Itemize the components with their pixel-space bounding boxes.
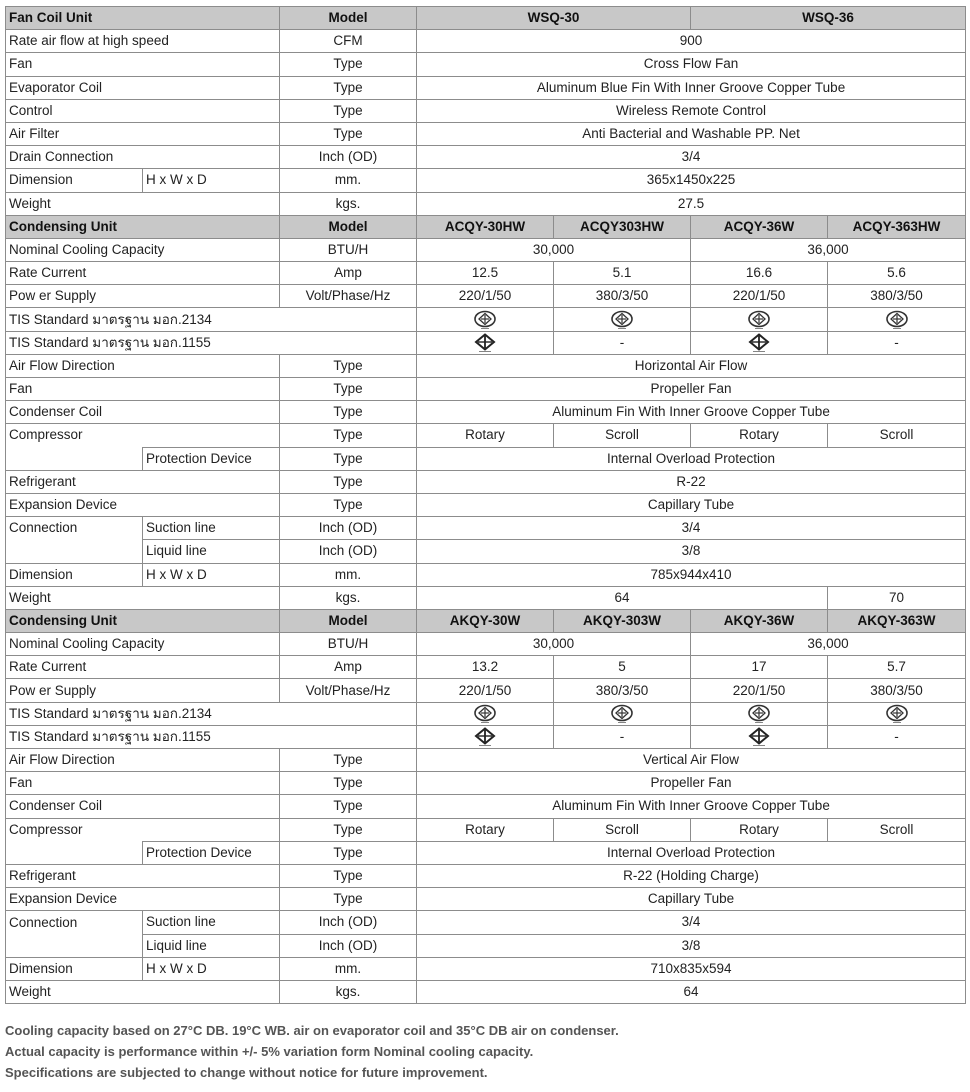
row-value: 3/4 [417,911,966,934]
tis-cell [691,725,828,748]
row-sublabel: H x W x D [143,957,280,980]
row-unit: Inch (OD) [280,517,417,540]
row-label: Weight [6,192,280,215]
tis-cell [828,308,966,331]
row-value: 365x1450x225 [417,169,966,192]
row-unit: Type [280,795,417,818]
row-label: Condenser Coil [6,401,280,424]
row-value: 12.5 [417,262,554,285]
row-label: Expansion Device [6,888,280,911]
row-value: Vertical Air Flow [417,749,966,772]
row-value: 3/4 [417,146,966,169]
table-row [6,493,966,516]
row-value: 220/1/50 [417,679,554,702]
row-label: Rate Current [6,262,280,285]
model-name: ACQY303HW [554,215,691,238]
row-unit: mm. [280,169,417,192]
section-title: Condensing Unit [6,609,280,632]
row-label-empty [6,934,143,957]
row-label: Pow er Supply [6,679,280,702]
row-label: Pow er Supply [6,285,280,308]
table-row [6,749,966,772]
table-row [6,169,966,192]
row-label: Weight [6,586,280,609]
spec-table [5,6,966,1004]
table-row [6,725,966,748]
tis-1155-mark-icon [473,333,497,353]
row-value: R-22 [417,470,966,493]
tis-cell [554,308,691,331]
row-label: Evaporator Coil [6,76,280,99]
table-row [6,76,966,99]
row-value: 30,000 [417,238,691,261]
row-label: TIS Standard มาตรฐาน มอก.1155 [6,331,417,354]
row-label: Air Flow Direction [6,749,280,772]
model-name: ACQY-363HW [828,215,966,238]
row-label: Connection [6,517,143,540]
table-row [6,841,966,864]
condensing-unit-header-row [6,215,966,238]
row-unit: Amp [280,656,417,679]
table-row [6,656,966,679]
tis-2134-mark-icon [610,704,634,724]
row-value: 5 [554,656,691,679]
model-name: ACQY-36W [691,215,828,238]
tis-2134-mark-icon [747,704,771,724]
table-row [6,517,966,540]
row-unit: Type [280,424,417,447]
row-value: Wireless Remote Control [417,99,966,122]
tis-cell [554,702,691,725]
row-unit: Type [280,888,417,911]
row-value: 17 [691,656,828,679]
row-value: - [554,725,691,748]
row-label: Control [6,99,280,122]
row-sublabel: H x W x D [143,563,280,586]
row-label: Air Filter [6,122,280,145]
table-row [6,934,966,957]
row-unit: kgs. [280,980,417,1003]
model-name: AKQY-363W [828,609,966,632]
footnote: Specifications are subjected to change without notice for future improvement. [5,1065,488,1080]
row-label-empty [6,447,143,470]
row-sublabel: Protection Device [143,841,280,864]
tis-cell [417,725,554,748]
model-name: WSQ-36 [691,7,966,30]
row-sublabel: Liquid line [143,934,280,957]
row-value: Scroll [828,818,966,841]
row-value: Propeller Fan [417,772,966,795]
table-row [6,122,966,145]
row-label: Nominal Cooling Capacity [6,238,280,261]
table-row [6,818,966,841]
table-row [6,331,966,354]
row-value: 380/3/50 [828,679,966,702]
fan-coil-header-row [6,7,966,30]
tis-2134-mark-icon [885,310,909,330]
tis-2134-mark-icon [747,310,771,330]
tis-2134-mark-icon [610,310,634,330]
row-unit: Amp [280,262,417,285]
tis-1155-mark-icon [473,727,497,747]
footnote: Cooling capacity based on 27°C DB. 19°C WB. air on evaporator coil and 35°C DB air on condenser. [5,1023,619,1038]
row-unit: Type [280,447,417,470]
tis-2134-mark-icon [473,310,497,330]
row-label: Compressor [6,818,280,841]
row-value: 220/1/50 [417,285,554,308]
row-value: Anti Bacterial and Washable PP. Net [417,122,966,145]
row-label-empty [6,540,143,563]
row-value: 36,000 [691,238,966,261]
table-row [6,238,966,261]
row-unit: Type [280,818,417,841]
row-value: 30,000 [417,633,691,656]
row-label: Dimension [6,563,143,586]
row-unit: Inch (OD) [280,934,417,957]
section-title: Condensing Unit [6,215,280,238]
row-unit: mm. [280,957,417,980]
row-label: Fan [6,53,280,76]
row-label: Dimension [6,957,143,980]
row-value: 710x835x594 [417,957,966,980]
row-value: Rotary [417,424,554,447]
row-value: Propeller Fan [417,378,966,401]
table-row [6,146,966,169]
row-label: Weight [6,980,280,1003]
row-label: Rate Current [6,656,280,679]
table-row [6,424,966,447]
section-title: Fan Coil Unit [6,7,280,30]
table-row [6,470,966,493]
row-value: 5.7 [828,656,966,679]
row-label: Condenser Coil [6,795,280,818]
row-unit: Type [280,354,417,377]
row-label: Refrigerant [6,864,280,887]
row-value: 70 [828,586,966,609]
row-value: Rotary [691,818,828,841]
row-unit: Type [280,378,417,401]
footnotes [5,1020,619,1083]
row-unit: Type [280,53,417,76]
row-sublabel: Suction line [143,911,280,934]
row-label: Air Flow Direction [6,354,280,377]
row-unit: Inch (OD) [280,540,417,563]
row-value: 64 [417,586,828,609]
row-value: 220/1/50 [691,285,828,308]
model-name: AKQY-36W [691,609,828,632]
row-value: Internal Overload Protection [417,447,966,470]
row-unit: Volt/Phase/Hz [280,285,417,308]
row-label: Compressor [6,424,280,447]
row-unit: BTU/H [280,238,417,261]
tis-cell [691,702,828,725]
table-row [6,285,966,308]
row-value: 900 [417,30,966,53]
row-value: 5.1 [554,262,691,285]
row-value: 380/3/50 [554,285,691,308]
row-value: Capillary Tube [417,888,966,911]
row-value: 64 [417,980,966,1003]
row-unit: Type [280,401,417,424]
row-value: Aluminum Fin With Inner Groove Copper Tube [417,795,966,818]
tis-1155-mark-icon [747,333,771,353]
row-value: 5.6 [828,262,966,285]
row-value: 13.2 [417,656,554,679]
row-unit: Inch (OD) [280,911,417,934]
table-row [6,772,966,795]
row-value: 3/4 [417,517,966,540]
row-value: Scroll [554,424,691,447]
table-row [6,633,966,656]
tis-2134-mark-icon [473,704,497,724]
row-value: 36,000 [691,633,966,656]
row-value: 27.5 [417,192,966,215]
table-row [6,980,966,1003]
row-unit: Type [280,76,417,99]
table-row [6,401,966,424]
row-label: TIS Standard มาตรฐาน มอก.2134 [6,308,417,331]
row-value: 380/3/50 [554,679,691,702]
table-row [6,262,966,285]
row-unit: Type [280,493,417,516]
table-row [6,99,966,122]
row-unit: kgs. [280,192,417,215]
row-label: Fan [6,772,280,795]
row-label-empty [6,841,143,864]
row-unit: Type [280,841,417,864]
table-row [6,911,966,934]
row-unit: mm. [280,563,417,586]
row-value: Horizontal Air Flow [417,354,966,377]
model-header: Model [280,609,417,632]
table-row [6,957,966,980]
row-value: - [554,331,691,354]
row-unit: Type [280,864,417,887]
row-unit: BTU/H [280,633,417,656]
table-row [6,563,966,586]
row-value: Internal Overload Protection [417,841,966,864]
row-label: Dimension [6,169,143,192]
tis-cell [828,702,966,725]
row-value: - [828,725,966,748]
model-name: WSQ-30 [417,7,691,30]
table-row [6,795,966,818]
row-unit: CFM [280,30,417,53]
tis-cell [691,331,828,354]
row-value: Cross Flow Fan [417,53,966,76]
tis-cell [417,331,554,354]
row-label: TIS Standard มาตรฐาน มอก.1155 [6,725,417,748]
tis-2134-mark-icon [885,704,909,724]
row-value: Rotary [691,424,828,447]
row-unit: Type [280,122,417,145]
table-row [6,702,966,725]
model-header: Model [280,215,417,238]
model-header: Model [280,7,417,30]
table-row [6,540,966,563]
table-row [6,354,966,377]
row-label: TIS Standard มาตรฐาน มอก.2134 [6,702,417,725]
table-row [6,586,966,609]
row-value: 16.6 [691,262,828,285]
row-value: Scroll [554,818,691,841]
table-row [6,864,966,887]
tis-1155-mark-icon [747,727,771,747]
row-value: R-22 (Holding Charge) [417,864,966,887]
row-label: Refrigerant [6,470,280,493]
row-label: Nominal Cooling Capacity [6,633,280,656]
row-sublabel: H x W x D [143,169,280,192]
row-unit: Type [280,470,417,493]
row-value: 380/3/50 [828,285,966,308]
model-name: AKQY-30W [417,609,554,632]
row-value: Scroll [828,424,966,447]
tis-cell [417,702,554,725]
row-value: 785x944x410 [417,563,966,586]
tis-cell [691,308,828,331]
footnote: Actual capacity is performance within +/- 5% variation form Nominal cooling capacity. [5,1044,534,1059]
tis-cell [417,308,554,331]
row-value: 220/1/50 [691,679,828,702]
table-row [6,679,966,702]
row-unit: kgs. [280,586,417,609]
model-name: AKQY-303W [554,609,691,632]
table-row [6,30,966,53]
table-row [6,378,966,401]
row-value: Aluminum Blue Fin With Inner Groove Copper Tube [417,76,966,99]
row-value: Rotary [417,818,554,841]
row-value: Capillary Tube [417,493,966,516]
table-row [6,192,966,215]
row-unit: Inch (OD) [280,146,417,169]
row-value: - [828,331,966,354]
table-row [6,53,966,76]
row-label: Expansion Device [6,493,280,516]
row-value: 3/8 [417,540,966,563]
row-value: Aluminum Fin With Inner Groove Copper Tube [417,401,966,424]
row-unit: Type [280,772,417,795]
row-label: Rate air flow at high speed [6,30,280,53]
row-unit: Type [280,99,417,122]
row-label: Drain Connection [6,146,280,169]
row-sublabel: Protection Device [143,447,280,470]
row-unit: Volt/Phase/Hz [280,679,417,702]
row-label: Fan [6,378,280,401]
table-row [6,888,966,911]
condensing-unit-header-row [6,609,966,632]
row-unit: Type [280,749,417,772]
row-sublabel: Liquid line [143,540,280,563]
row-value: 3/8 [417,934,966,957]
row-sublabel: Suction line [143,517,280,540]
model-name: ACQY-30HW [417,215,554,238]
table-row [6,308,966,331]
table-row [6,447,966,470]
row-label: Connection [6,911,143,934]
